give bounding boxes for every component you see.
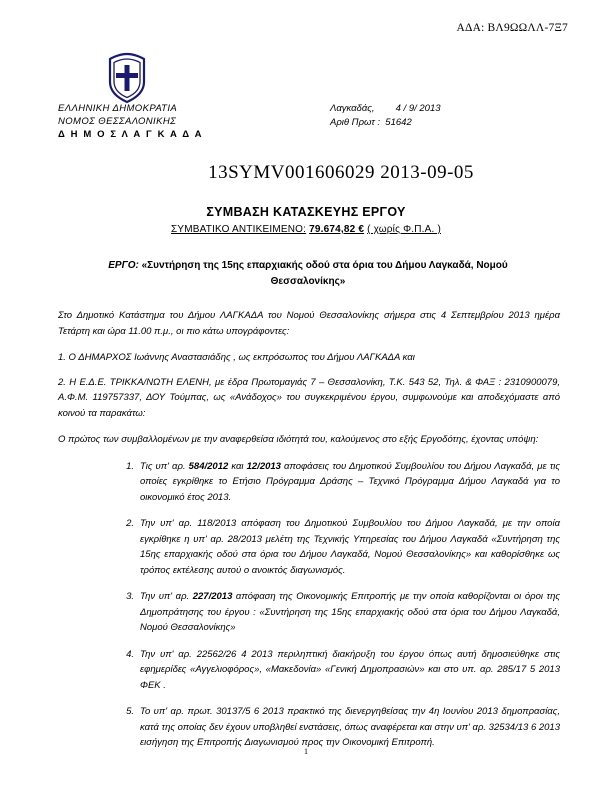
list-item-marker: 5. — [126, 706, 134, 717]
paragraph-considering: Ο πρώτος των συμβαλλομένων με την αναφερθείσα ιδιότητά του, καλούμενος στο εξής Εργοδότης, έχοντας υπόψη: — [58, 434, 539, 445]
organization-block — [58, 102, 203, 141]
document-header — [58, 52, 560, 140]
list-item-marker: 3. — [126, 591, 134, 602]
org-line-1: ΕΛΛΗΝΙΚΗ ΔΗΜΟΚΡΑΤΙΑ — [58, 103, 178, 114]
project-title-block — [88, 258, 528, 290]
document-number — [0, 162, 612, 184]
list-item-marker: 4. — [126, 648, 134, 660]
contract-object-label: ΣΥΜΒΑΤΙΚΟ ΑΝΤΙΚΕΙΜΕΝΟ: — [170, 224, 307, 235]
ada-reference: ΑΔΑ: ΒΛ9ΩΩΛΛ-7Ξ7 — [456, 22, 568, 34]
paragraph-party-2: 2. Η Ε.Δ.Ε. ΤΡΙΚΚΑ/ΝΩΤΗ ΕΛΕΝΗ, με έδρα Πρωτομαγιάς 7 – Θεσσαλονίκη, Τ.Κ. 543 52, Τηλ. & ΦΑΞ : 2310900079, Α.Φ.Μ. 119757337, ΔΟΥ Τούμπας, ως «Ανάδοχος» του συγκεκριμένου έργου, συμφωνούμε και αποδεχόμαστε από κοινού τα παρακάτω: — [58, 376, 560, 419]
document-title: ΣΥΜΒΑΣΗ ΚΑΤΑΣΚΕΥΗΣ ΕΡΓΟΥ — [206, 205, 406, 219]
project-title: «Συντήρηση της 15ης επαρχιακής οδού στα όρια του Δήμου Λαγκαδά, Νομού Θεσσαλονίκης» — [141, 260, 508, 287]
considerations-list-wrap — [104, 459, 560, 751]
org-line-3: Δ Η Μ Ο Σ Λ Α Γ Κ Α Δ Α — [58, 129, 204, 140]
contract-object-amount: 79.674,82 € — [309, 224, 365, 235]
document-meta — [330, 102, 560, 130]
list-item — [104, 647, 560, 694]
list-item-text: Την υπ' αρ. 22562/26 4 2013 περιληπτική διακήρυξη του έργου όπως αυτή δημοσιεύθηκε στις εφημερίδες «Αγγελιοφόρος», «Μακεδονία» «Γενική Δημοπρασιών» και στο υπ. αρ. 285/17 5 2013 ΦΕΚ . — [140, 648, 560, 691]
protocol-number: Αριθ Πρωτ : 51642 — [330, 117, 412, 128]
contract-object-line — [0, 224, 612, 235]
paragraph-intro: Στο Δημοτικό Κατάστημα του Δήμου ΛΑΓΚΑΔΑ του Νομού Θεσσαλονίκης σήμερα στις 4 Σεπτεμβρίου 2013 ημέρα Τετάρτη και ώρα 11.00 π.μ., οι πιο κάτω υπογράφοντες: — [58, 310, 560, 337]
list-item — [104, 704, 560, 751]
paragraph-party-1: 1. Ο ΔΗΜΑΡΧΟΣ Ιωάννης Αναστασιάδης , ως εκπρόσωπος του Δήμου ΛΑΓΚΑΔΑ και — [58, 352, 415, 363]
contract-object-suffix: ( χωρίς Φ.Π.Α. ) — [367, 224, 442, 235]
list-item-text: Το υπ' αρ. πρωτ. 30137/5 6 2013 πρακτικό της διενεργηθείσας την 4η Ιουνίου 2013 δημοπρασίας, κατά της οποίας δεν έχουν υποβληθεί ενστάσεις, όπως αναφέρεται και στην υπ' αρ. 32534/13 6 2013 εισήγηση της Επιτροπής Διαγωνισμού προς την Οικονομική Επιτροπή. — [140, 706, 560, 748]
list-item-text: Την υπ' αρ. 118/2013 απόφαση του Δημοτικού Συμβουλίου του Δήμου Λαγκαδά, με την οποία εγκρίθηκε η υπ' αρ. 28/2013 μελέτη της Τεχνικής Υπηρεσίας του Δήμου Λαγκαδά «Συντήρηση της 15ης επαρχιακής οδού στα όρια του Δήμου Λαγκαδά, Νομού Θεσσαλονίκης» και καθορίσθηκε ως τρόπος εκτέλεσης αυτού ο ανοικτός διαγωνισμός. — [140, 518, 560, 576]
document-body — [58, 308, 560, 762]
project-label: ΕΡΓΟ: — [108, 260, 139, 271]
greek-coat-of-arms-icon — [106, 52, 148, 104]
document-number-text: 13SYMV001606029 2013-09-05 — [208, 162, 474, 183]
list-item — [104, 589, 560, 636]
list-item — [104, 459, 560, 506]
place-date: Λαγκαδάς, 4 / 9/ 2013 — [330, 103, 441, 114]
list-item-text: Την υπ' αρ. 227/2013 απόφαση της Οικονομικής Επιτροπής με την οποία καθορίζονται οι όροι της Δημοπράτησης του έργου : «Συντήρηση της 15ης επαρχιακής οδού στα όρια του Δήμου Λαγκαδά, Νομού Θεσσαλονίκης» — [140, 591, 560, 633]
list-item-marker: 2. — [126, 518, 134, 529]
list-item-marker: 1. — [126, 460, 134, 472]
considerations-list — [104, 459, 560, 751]
list-item — [104, 516, 560, 578]
page-number: 1 — [304, 747, 308, 756]
org-line-2: ΝΟΜΟΣ ΘΕΣΣΑΛΟΝΙΚΗΣ — [58, 116, 177, 127]
list-item-text: Τις υπ' αρ. 584/2012 και 12/2013 αποφάσεις του Δημοτικού Συμβουλίου του Δήμου Λαγκαδά, με τις οποίες εγκρίθηκε το Ετήσιο Πρόγραμμα Δράσης – Τεχνικό Πρόγραμμα Δήμου Λαγκαδά για το οικονομικό έτος 2013. — [140, 460, 560, 503]
